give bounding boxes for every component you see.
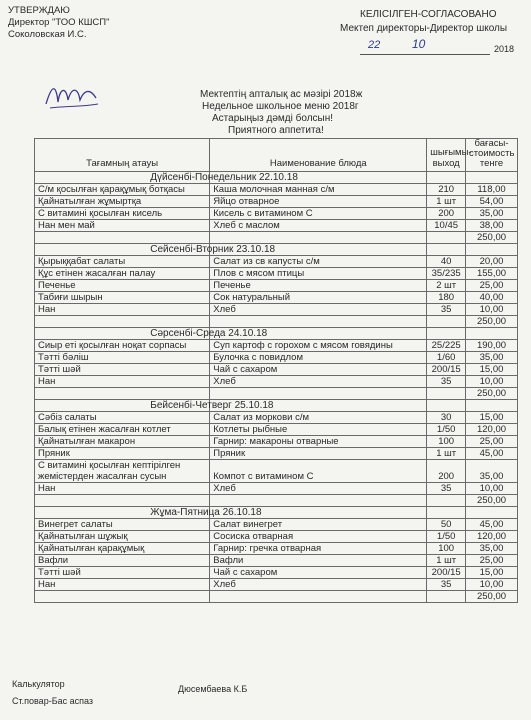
dish-cost: 45,00 — [466, 519, 518, 531]
dish-name-ru: Кисель с витамином С — [210, 208, 427, 220]
dish-name-kz: Тәтті бәліш — [35, 352, 210, 364]
agreement-date-year: 2018 — [494, 44, 515, 54]
footer-calculator: Калькулятор — [12, 679, 65, 689]
menu-item-row — [35, 555, 518, 567]
day-total: 250,00 — [466, 316, 518, 328]
dish-cost: 25,00 — [466, 555, 518, 567]
dish-name-ru: Чай с сахаром — [210, 364, 427, 376]
dish-name-ru: Булочка с повидлом — [210, 352, 427, 364]
dish-name-ru: Котлеты рыбные — [210, 424, 427, 436]
dish-cost: 120,00 — [466, 424, 518, 436]
day-title: Сәрсенбі-Среда 24.10.18 — [150, 328, 268, 339]
menu-item-row — [35, 579, 518, 591]
dish-name-kz: Қайнатылған қарақұмық — [35, 543, 210, 555]
day-total-row — [35, 388, 518, 400]
agreement-date-day: 22 — [368, 39, 381, 51]
dish-name-ru: Чай с сахаром — [210, 567, 427, 579]
menu-table — [34, 138, 518, 603]
dish-name-kz: Нан — [35, 304, 210, 316]
dish-output: 200/15 — [427, 567, 466, 579]
dish-cost: 10,00 — [466, 304, 518, 316]
day-title: Сейсенбі-Вторник 23.10.18 — [150, 244, 276, 255]
dish-cost: 45,00 — [466, 448, 518, 460]
dish-name-kz: Балық етінен жасалған котлет — [35, 424, 210, 436]
menu-item-row — [35, 184, 518, 196]
dish-cost: 15,00 — [466, 567, 518, 579]
approval-line-1: УТВЕРЖДАЮ — [8, 5, 70, 16]
menu-item-row — [35, 196, 518, 208]
dish-name-kz: Нан — [35, 376, 210, 388]
dish-name-kz: Табиғи шырын — [35, 292, 210, 304]
dish-cost: 38,00 — [466, 220, 518, 232]
dish-output: 1 шт — [427, 448, 466, 460]
day-title: Бейсенбі-Четверг 25.10.18 — [150, 400, 274, 411]
dish-output: 210 — [427, 184, 466, 196]
menu-item-row — [35, 436, 518, 448]
ru-wish: Приятного аппетита! — [228, 125, 324, 136]
dish-output: 1 шт — [427, 555, 466, 567]
dish-name-kz: Нан — [35, 579, 210, 591]
dish-name-kz: С/м қосылған қарақұмық ботқасы — [35, 184, 210, 196]
dish-name-kz: С витамині қосылған кисель — [35, 208, 210, 220]
dish-output: 1/60 — [427, 352, 466, 364]
dish-name-ru: Пряник — [210, 448, 427, 460]
dish-cost: 118,00 — [466, 184, 518, 196]
handwritten-signature — [42, 78, 102, 112]
dish-output: 200/15 — [427, 364, 466, 376]
menu-item-row — [35, 543, 518, 555]
dish-output: 100 — [427, 543, 466, 555]
menu-item-row — [35, 460, 518, 483]
dish-name-ru: Хлеб — [210, 483, 427, 495]
menu-item-row — [35, 256, 518, 268]
dish-cost: 120,00 — [466, 531, 518, 543]
dish-name-ru: Салат винегрет — [210, 519, 427, 531]
dish-output: 2 шт — [427, 280, 466, 292]
dish-name-kz: Печенье — [35, 280, 210, 292]
menu-item-row — [35, 208, 518, 220]
day-total: 250,00 — [466, 388, 518, 400]
dish-cost: 10,00 — [466, 483, 518, 495]
dish-name-kz: Тәтті шәй — [35, 567, 210, 579]
dish-name-ru: Хлеб — [210, 304, 427, 316]
dish-name-kz: Нан — [35, 483, 210, 495]
agreement-title: КЕЛІСІЛГЕН-СОГЛАСОВАНО — [360, 9, 497, 20]
dish-name-kz: Тәтті шәй — [35, 364, 210, 376]
day-header-row — [35, 400, 518, 412]
dish-name-kz: Винегрет салаты — [35, 519, 210, 531]
dish-cost: 155,00 — [466, 268, 518, 280]
dish-name-kz: С витамині қосылған кептірілген жемістерден жасалған сусын — [35, 460, 210, 483]
footer-cook: Ст.повар-Бас аспаз — [12, 696, 94, 706]
column-header-output: шығымы- выход — [427, 139, 466, 172]
dish-output: 50 — [427, 519, 466, 531]
dish-name-kz: Нан мен май — [35, 220, 210, 232]
dish-output: 1/50 — [427, 424, 466, 436]
dish-cost: 25,00 — [466, 436, 518, 448]
dish-output: 10/45 — [427, 220, 466, 232]
dish-name-ru: Хлеб — [210, 579, 427, 591]
dish-name-ru: Печенье — [210, 280, 427, 292]
dish-name-ru: Хлеб с маслом — [210, 220, 427, 232]
dish-name-ru: Каша молочная манная с/м — [210, 184, 427, 196]
dish-cost: 20,00 — [466, 256, 518, 268]
dish-name-ru: Компот с витамином С — [210, 460, 427, 483]
menu-item-row — [35, 280, 518, 292]
ru-title: Недельное школьное меню 2018г — [202, 101, 359, 112]
day-total: 250,00 — [466, 591, 518, 603]
dish-cost: 40,00 — [466, 292, 518, 304]
dish-cost: 10,00 — [466, 579, 518, 591]
approval-line-2: Директор "ТОО КШСП" — [8, 17, 110, 28]
dish-name-ru: Вафли — [210, 555, 427, 567]
day-total-row — [35, 232, 518, 244]
column-header-cost: бағасы- стоимость тенге — [466, 139, 518, 172]
column-header-ru: Наименование блюда — [210, 139, 427, 172]
dish-name-ru: Хлеб — [210, 376, 427, 388]
date-underline — [360, 54, 490, 55]
dish-cost: 35,00 — [466, 460, 518, 483]
menu-item-row — [35, 340, 518, 352]
dish-cost: 35,00 — [466, 352, 518, 364]
dish-output: 200 — [427, 460, 466, 483]
menu-item-row — [35, 567, 518, 579]
dish-name-kz: Пряник — [35, 448, 210, 460]
dish-output: 30 — [427, 412, 466, 424]
dish-cost: 54,00 — [466, 196, 518, 208]
dish-output: 35 — [427, 483, 466, 495]
menu-item-row — [35, 376, 518, 388]
dish-cost: 35,00 — [466, 208, 518, 220]
day-title: Дүйсенбі-Понедельник 22.10.18 — [150, 172, 298, 183]
menu-item-row — [35, 364, 518, 376]
menu-item-row — [35, 531, 518, 543]
dish-output: 35/235 — [427, 268, 466, 280]
dish-name-kz: Қайнатылған жұмыртқа — [35, 196, 210, 208]
menu-item-row — [35, 292, 518, 304]
dish-name-ru: Гарнир: гречка отварная — [210, 543, 427, 555]
dish-name-ru: Яйцо отварное — [210, 196, 427, 208]
dish-cost: 35,00 — [466, 543, 518, 555]
menu-item-row — [35, 220, 518, 232]
menu-item-row — [35, 268, 518, 280]
day-total: 250,00 — [466, 495, 518, 507]
dish-output: 40 — [427, 256, 466, 268]
dish-name-ru: Плов с мясом птицы — [210, 268, 427, 280]
footer-name: Дюсембаева К.Б — [178, 684, 248, 694]
menu-item-row — [35, 448, 518, 460]
dish-name-ru: Салат из моркови с/м — [210, 412, 427, 424]
day-header-row — [35, 244, 518, 256]
day-header-row — [35, 507, 518, 519]
menu-item-row — [35, 519, 518, 531]
day-total-row — [35, 316, 518, 328]
dish-cost: 15,00 — [466, 364, 518, 376]
dish-name-kz: Сиыр еті қосылған ноқат сорпасы — [35, 340, 210, 352]
kz-wish: Астарыңыз дәмді болсын! — [212, 113, 334, 124]
dish-name-ru: Салат из св капусты с/м — [210, 256, 427, 268]
menu-item-row — [35, 304, 518, 316]
menu-item-row — [35, 483, 518, 495]
day-header-row — [35, 328, 518, 340]
dish-name-ru: Сок натуральный — [210, 292, 427, 304]
menu-item-row — [35, 424, 518, 436]
day-title: Жұма-Пятница 26.10.18 — [150, 507, 262, 518]
day-total: 250,00 — [466, 232, 518, 244]
approval-line-3: Соколовская И.С. — [8, 29, 87, 40]
dish-output: 1/50 — [427, 531, 466, 543]
menu-item-row — [35, 352, 518, 364]
agreement-line: Мектеп директоры-Директор школы — [340, 23, 508, 34]
dish-name-kz: Қайнатылған шұжық — [35, 531, 210, 543]
dish-cost: 10,00 — [466, 376, 518, 388]
day-total-row — [35, 495, 518, 507]
dish-output: 200 — [427, 208, 466, 220]
kz-title: Мектептің апталық ас мәзірі 2018ж — [200, 89, 363, 100]
dish-name-kz: Сәбіз салаты — [35, 412, 210, 424]
day-total-row — [35, 591, 518, 603]
dish-output: 25/225 — [427, 340, 466, 352]
column-header-kz: Тағамның атауы — [35, 139, 210, 172]
dish-name-kz: Қырыққабат салаты — [35, 256, 210, 268]
dish-output: 35 — [427, 304, 466, 316]
dish-name-kz: Вафли — [35, 555, 210, 567]
dish-output: 35 — [427, 579, 466, 591]
dish-name-kz: Қайнатылған макарон — [35, 436, 210, 448]
day-header-row — [35, 172, 518, 184]
menu-item-row — [35, 412, 518, 424]
dish-output: 35 — [427, 376, 466, 388]
dish-cost: 25,00 — [466, 280, 518, 292]
dish-cost: 15,00 — [466, 412, 518, 424]
dish-name-kz: Құс етінен жасалған палау — [35, 268, 210, 280]
dish-output: 100 — [427, 436, 466, 448]
dish-name-ru: Гарнир: макароны отварные — [210, 436, 427, 448]
menu-body — [35, 172, 518, 603]
dish-name-ru: Суп картоф с горохом с мясом говядины — [210, 340, 427, 352]
agreement-date-month: 10 — [412, 37, 426, 51]
dish-cost: 190,00 — [466, 340, 518, 352]
dish-name-ru: Сосиска отварная — [210, 531, 427, 543]
dish-output: 180 — [427, 292, 466, 304]
dish-output: 1 шт — [427, 196, 466, 208]
